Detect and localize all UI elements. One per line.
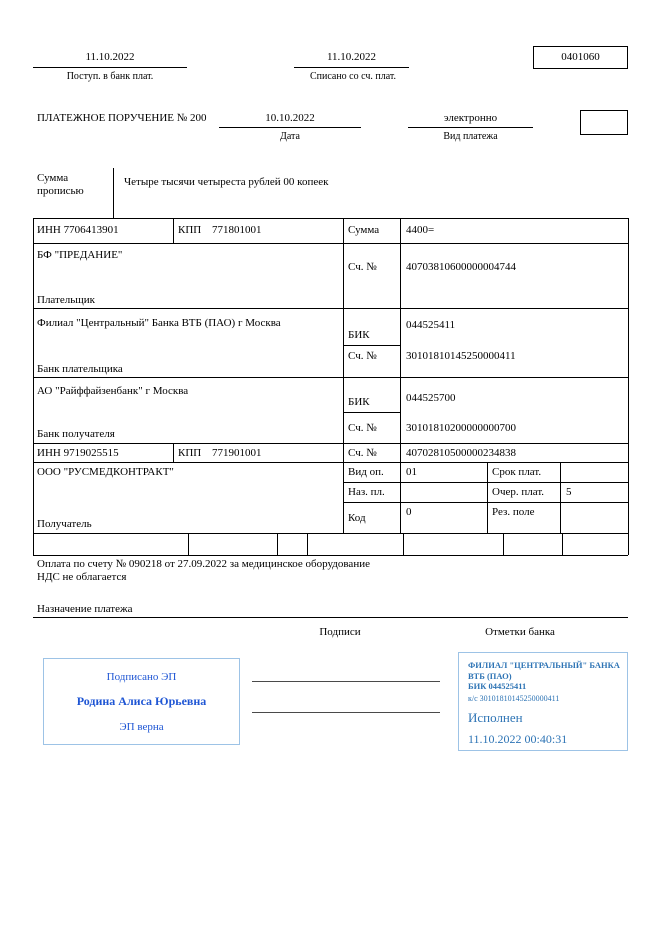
grid-line: [113, 168, 114, 218]
ep-signed-label: Подписано ЭП: [106, 670, 177, 683]
grid-line: [307, 533, 308, 555]
grid-line: [33, 533, 628, 534]
form-code: 0401060: [561, 51, 600, 63]
amount-words-label: Сумма прописью: [37, 172, 84, 197]
received-date-label: Поступ. в банк плат.: [66, 71, 154, 82]
debited-date: 11.10.2022: [326, 51, 377, 63]
grid-line: [560, 462, 561, 533]
payer-bank-bik-label: БИК: [348, 329, 370, 341]
kod-label: Код: [348, 512, 366, 524]
grid-line: [487, 462, 488, 533]
signature-line-1: [252, 681, 440, 682]
ocher-plat-value: 5: [566, 486, 572, 498]
purpose-line1: Оплата по счету № 090218 от 27.09.2022 за медицинское оборудование: [37, 558, 370, 570]
vid-op-label: Вид оп.: [348, 466, 384, 478]
rez-pole-label: Рез. поле: [492, 506, 535, 518]
stamp-bank-corr-account: к/с 30101810145250000411: [468, 693, 560, 703]
grid-line: [33, 462, 628, 463]
payer-name: БФ "ПРЕДАНИЕ": [37, 249, 123, 261]
grid-line: [403, 533, 404, 555]
payer-bank-name: Филиал "Центральный" Банка ВТБ (ПАО) г Москва: [37, 317, 281, 329]
grid-line: [628, 218, 629, 555]
beneficiary-name: ООО "РУСМЕДКОНТРАКТ": [37, 466, 174, 478]
srok-plat-label: Срок плат.: [492, 466, 542, 478]
naz-pl-label: Наз. пл.: [348, 486, 385, 498]
stamp-bank-name-line1: ФИЛИАЛ "ЦЕНТРАЛЬНЫЙ" БАНКА: [468, 660, 620, 670]
sum-label: Сумма: [348, 224, 380, 236]
grid-line: [277, 533, 278, 555]
grid-line: [33, 555, 628, 556]
grid-line: [343, 218, 344, 533]
signature-line-2: [252, 712, 440, 713]
beneficiary-kpp-label: КПП: [178, 447, 202, 459]
beneficiary-bank-caption: Банк получателя: [37, 428, 115, 440]
purpose-line2: НДС не облагается: [37, 571, 127, 583]
form-code-box: [533, 46, 628, 69]
grid-line: [343, 482, 628, 483]
grid-line: [503, 533, 504, 555]
payer-caption: Плательщик: [37, 294, 95, 306]
grid-line: [562, 533, 563, 555]
grid-line: [33, 308, 628, 309]
amount-words-text: Четыре тысячи четыреста рублей 00 копеек: [124, 176, 329, 188]
grid-line: [343, 502, 628, 503]
payer-bank-account-label: Сч. №: [348, 350, 377, 362]
beneficiary-bank-account-value: 30101810200000000700: [406, 422, 516, 434]
beneficiary-bank-name: АО "Райффайзенбанк" г Москва: [37, 385, 189, 397]
payer-bank-bik-value: 044525411: [406, 319, 456, 331]
sum-value: 4400=: [406, 224, 435, 236]
received-date-line: [33, 67, 187, 68]
grid-line: [400, 218, 401, 533]
ep-valid-label: ЭП верна: [119, 720, 164, 733]
payment-type-box: [580, 110, 628, 135]
doc-date-value: 10.10.2022: [265, 112, 315, 124]
payer-bank-account-value: 30101810145250000411: [406, 350, 516, 362]
purpose-caption: Назначение платежа: [37, 603, 133, 615]
grid-line: [33, 243, 628, 244]
stamp-status: Исполнен: [468, 709, 523, 725]
beneficiary-bank-bik-label: БИК: [348, 396, 370, 408]
beneficiary-caption: Получатель: [37, 518, 92, 530]
signatures-label: Подписи: [319, 626, 361, 638]
stamp-datetime: 11.10.2022 00:40:31: [468, 731, 568, 746]
kod-value: 0: [406, 506, 412, 518]
stamp-bank-name-line2: ВТБ (ПАО): [468, 670, 512, 681]
purpose-line: [33, 617, 628, 618]
debited-date-line: [294, 67, 409, 68]
beneficiary-bank-bik-value: 044525700: [406, 392, 456, 404]
bank-execution-stamp: [458, 652, 628, 751]
doc-title: ПЛАТЕЖНОЕ ПОРУЧЕНИЕ № 200: [37, 112, 207, 124]
payer-account-label: Сч. №: [348, 261, 377, 273]
received-date: 11.10.2022: [85, 51, 135, 63]
payer-kpp-value: 771801001: [212, 224, 262, 236]
payment-kind-label: Вид платежа: [443, 131, 498, 142]
beneficiary-inn: ИНН 9719025515: [37, 447, 119, 459]
beneficiary-bank-account-label: Сч. №: [348, 422, 377, 434]
beneficiary-account-value: 40702810500000234838: [406, 447, 516, 459]
beneficiary-account-label: Сч. №: [348, 447, 377, 459]
grid-line: [173, 218, 174, 243]
payer-kpp-label: КПП: [178, 224, 202, 236]
doc-date-line: [219, 127, 361, 128]
ocher-plat-label: Очер. плат.: [492, 486, 545, 498]
payment-kind-value: электронно: [443, 112, 498, 124]
grid-line: [33, 218, 628, 219]
electronic-signature-stamp: [43, 658, 240, 745]
payer-inn: ИНН 7706413901: [37, 224, 119, 236]
payment-kind-line: [408, 127, 533, 128]
vid-op-value: 01: [406, 466, 417, 478]
debited-date-label: Списано со сч. плат.: [309, 71, 397, 82]
grid-line: [33, 443, 628, 444]
bank-marks-label: Отметки банка: [485, 626, 555, 638]
grid-line: [173, 443, 174, 462]
grid-line: [33, 218, 34, 555]
grid-line: [188, 533, 189, 555]
payer-bank-caption: Банк плательщика: [37, 363, 123, 375]
grid-line: [343, 345, 400, 346]
beneficiary-kpp-value: 771901001: [212, 447, 262, 459]
doc-date-label: Дата: [280, 131, 300, 142]
grid-line: [33, 377, 628, 378]
ep-signer-name: Родина Алиса Юрьевна: [76, 694, 207, 708]
payer-account-value: 40703810600000004744: [406, 261, 516, 273]
grid-line: [343, 412, 400, 413]
stamp-bank-bik: БИК 044525411: [468, 681, 527, 691]
